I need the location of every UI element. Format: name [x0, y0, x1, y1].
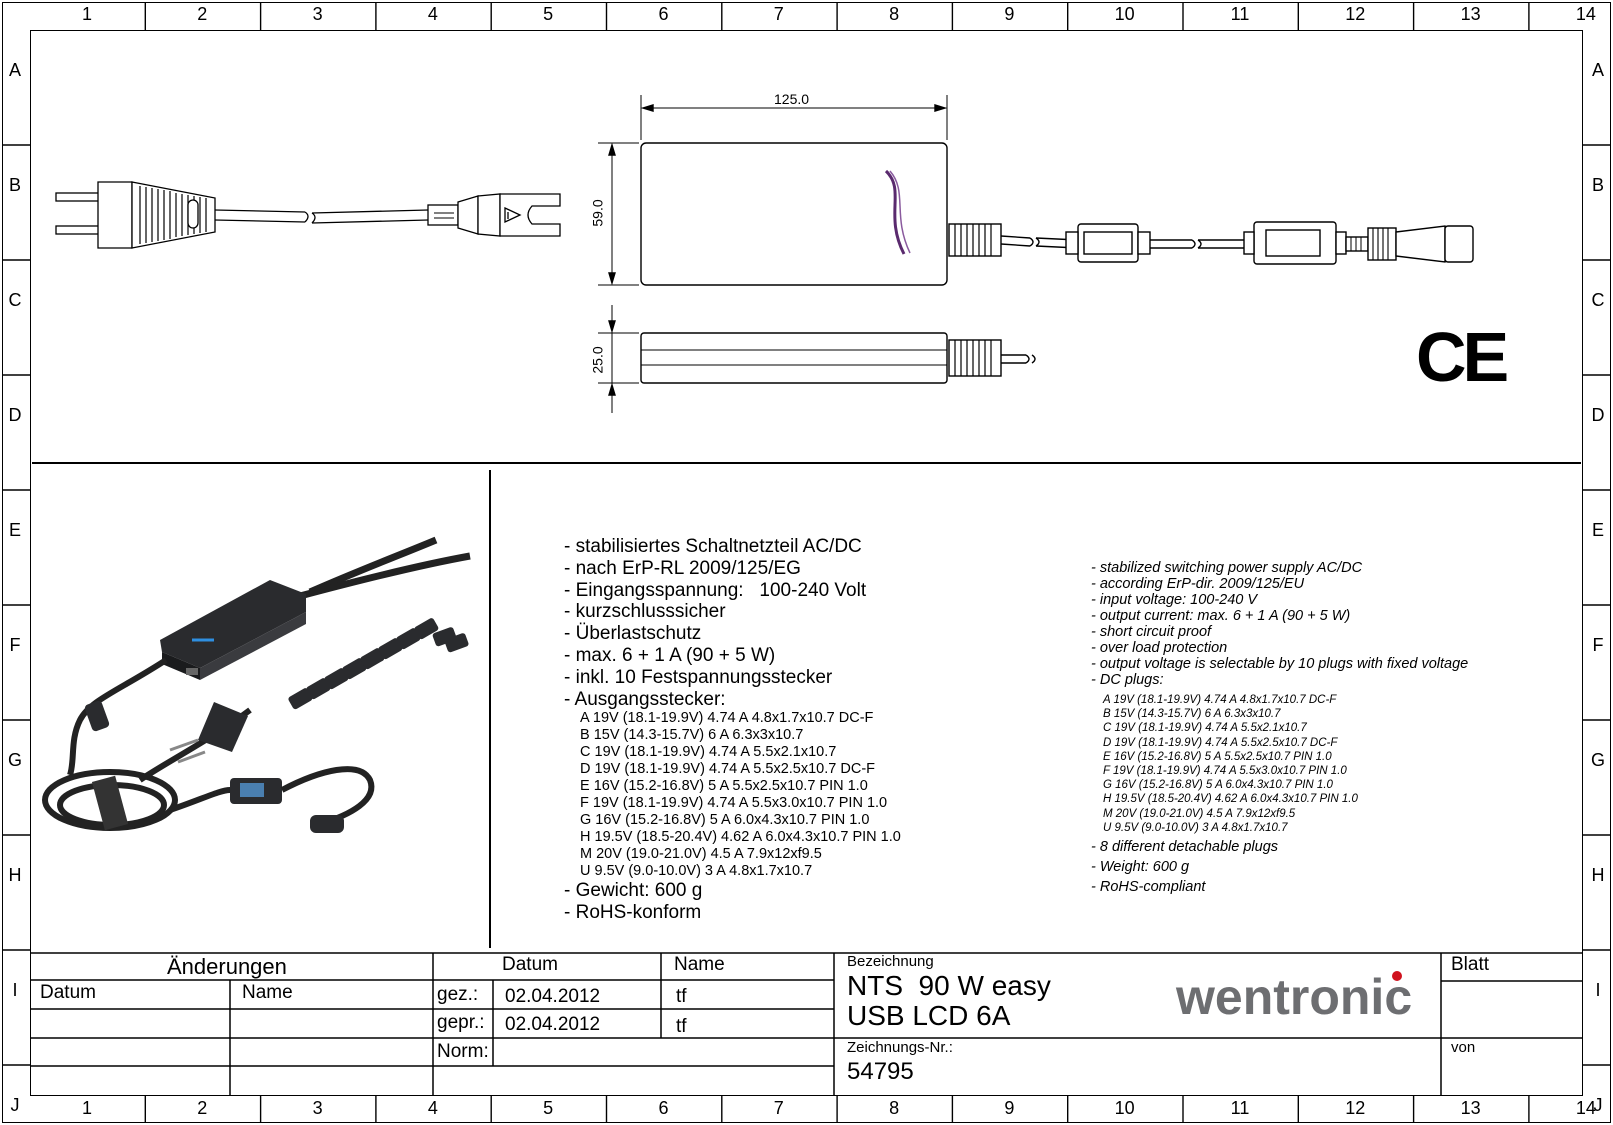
of-label: von: [1451, 1039, 1476, 1056]
grid-column-label: 12: [1345, 1098, 1366, 1118]
grid-row-label: A: [8, 60, 21, 80]
grid-row-label: F: [1592, 635, 1604, 655]
changes-col-date: Datum: [40, 982, 96, 1003]
grid-column-label: 14: [1575, 4, 1596, 24]
designation-line2: USB LCD 6A: [847, 1000, 1011, 1031]
spec-en-plug: F 19V (18.1-19.9V) 4.74 A 5.5x3.0x10.7 PIN 1.0: [1103, 765, 1347, 778]
drawing-number: 54795: [847, 1058, 914, 1085]
grid-column-label: 5: [543, 1098, 554, 1118]
spec-en-line: - DC plugs:: [1091, 672, 1164, 688]
spec-de-plug: M 20V (19.0-21.0V) 4.5 A 7.9x12xf9.5: [580, 846, 822, 863]
grid-column-label: 4: [427, 1098, 438, 1118]
grid-column-label: 10: [1114, 4, 1135, 24]
grid-column-label: 12: [1345, 4, 1366, 24]
grid-column-label: 7: [773, 4, 784, 24]
spec-en-line: - Weight: 600 g: [1091, 859, 1190, 876]
spec-de-plug: E 16V (15.2-16.8V) 5 A 5.5x2.5x10.7 PIN 1.0: [580, 778, 868, 795]
grid-column-label: 8: [889, 4, 900, 24]
spec-en-line: - over load protection: [1091, 640, 1228, 656]
spec-en-plug: H 19.5V (18.5-20.4V) 4.62 A 6.0x4.3x10.7 PIN 1.0: [1103, 793, 1358, 806]
spec-en-line: - short circuit proof: [1091, 624, 1212, 640]
spec-en-plug: C 19V (18.1-19.9V) 4.74 A 5.5x2.1x10.7: [1103, 722, 1307, 735]
drawn-label: gez.:: [437, 984, 479, 1005]
spec-english: [1091, 560, 1468, 895]
grid-column-label: 2: [197, 4, 208, 24]
spec-de-line: - Ausgangsstecker:: [564, 688, 726, 710]
spec-de-line: - kurzschlusssicher: [564, 601, 726, 623]
spec-de-plug: H 19.5V (18.5-20.4V) 4.62 A 6.0x4.3x10.7 PIN 1.0: [580, 829, 901, 846]
grid-row-label: D: [1591, 405, 1605, 425]
grid-row-label: I: [12, 980, 18, 1000]
grid-row-label: F: [9, 635, 21, 655]
spec-en-plug: A 19V (18.1-19.9V) 4.74 A 4.8x1.7x10.7 DC-F: [1103, 694, 1337, 706]
adapter-top-view: [598, 95, 1473, 285]
grid-column-label: 11: [1230, 4, 1250, 24]
grid-row-label: B: [8, 175, 21, 195]
grid-column-label: 13: [1460, 1098, 1481, 1118]
grid-column-label: 2: [197, 1098, 208, 1118]
spec-de-line: - nach ErP-RL 2009/125/EG: [564, 557, 801, 579]
spec-de-plug: F 19V (18.1-19.9V) 4.74 A 5.5x3.0x10.7 PIN 1.0: [580, 795, 888, 812]
grid-row-label: C: [8, 290, 22, 310]
checked-name: tf: [676, 1016, 687, 1037]
checked-date: 02.04.2012: [505, 1014, 601, 1035]
company-logo: wentronic: [1176, 969, 1413, 1025]
grid-row-label: G: [7, 750, 22, 770]
grid-row-label: J: [10, 1095, 20, 1115]
grid-column-label: 10: [1114, 1098, 1135, 1118]
spec-de-plug: G 16V (15.2-16.8V) 5 A 6.0x4.3x10.7 PIN 1.0: [580, 812, 870, 829]
drawing-no-label: Zeichnungs-Nr.:: [847, 1039, 953, 1056]
spec-en-line: - according ErP-dir. 2009/125/EU: [1091, 576, 1305, 592]
changes-col-name: Name: [242, 982, 293, 1003]
spec-de-line: - Überlastschutz: [564, 623, 702, 645]
spec-de-line: - stabilisiertes Schaltnetzteil AC/DC: [564, 536, 862, 557]
grid-column-label: 14: [1575, 1098, 1596, 1118]
spec-de-plug: A 19V (18.1-19.9V) 4.74 A 4.8x1.7x10.7 DC-F: [580, 710, 874, 727]
spec-en-plug: B 15V (14.3-15.7V) 6 A 6.3x3x10.7: [1103, 708, 1281, 721]
col-date: Datum: [502, 954, 558, 975]
grid-column-label: 6: [658, 4, 669, 24]
designation-label: Bezeichnung: [847, 953, 934, 970]
sheet-label: Blatt: [1451, 954, 1490, 975]
spec-en-plug: M 20V (19.0-21.0V) 4.5 A 7.9x12xf9.5: [1103, 807, 1296, 820]
spec-de-line: - Eingangsspannung: 100-240 Volt: [564, 579, 867, 601]
grid-column-label: 9: [1004, 1098, 1015, 1118]
spec-de-line: - RoHS-konform: [564, 902, 702, 924]
changes-header: Änderungen: [167, 954, 287, 979]
grid-column-label: 6: [658, 1098, 669, 1118]
grid-column-label: 13: [1460, 4, 1481, 24]
drawn-date: 02.04.2012: [505, 986, 601, 1007]
spec-en-plug: G 16V (15.2-16.8V) 5 A 6.0x4.3x10.7 PIN 1.0: [1103, 779, 1333, 792]
grid-column-label: 3: [312, 4, 323, 24]
spec-de-plug: C 19V (18.1-19.9V) 4.74 A 5.5x2.1x10.7: [580, 744, 837, 761]
grid-row-label: A: [1591, 60, 1604, 80]
grid-row-label: I: [1595, 980, 1601, 1000]
checked-label: gepr.:: [437, 1012, 485, 1033]
spec-en-plug: U 9.5V (9.0-10.0V) 3 A 4.8x1.7x10.7: [1103, 821, 1288, 834]
ce-mark: CE: [1416, 318, 1506, 396]
adapter-side-view: [598, 305, 1035, 413]
spec-de-plug: B 15V (14.3-15.7V) 6 A 6.3x3x10.7: [580, 727, 804, 744]
grid-column-label: 9: [1004, 4, 1015, 24]
grid-column-label: 4: [427, 4, 438, 24]
product-photo: [45, 540, 470, 833]
drawn-name: tf: [676, 986, 687, 1007]
grid-row-label: H: [1591, 865, 1605, 885]
grid-column-label: 3: [312, 1098, 323, 1118]
grid-row-label: E: [8, 520, 21, 540]
norm-label: Norm:: [437, 1041, 489, 1062]
spec-de-line: - Gewicht: 600 g: [564, 880, 703, 902]
spec-en-line: - input voltage: 100-240 V: [1091, 592, 1258, 608]
spec-en-plug: E 16V (15.2-16.8V) 5 A 5.5x2.5x10.7 PIN 1.0: [1103, 750, 1332, 763]
spec-en-line: - 8 different detachable plugs: [1091, 839, 1279, 856]
dimension-height: 59.0: [589, 199, 606, 227]
grid-row-label: B: [1591, 175, 1604, 195]
grid-row-label: J: [1593, 1095, 1603, 1115]
grid-row-label: D: [8, 405, 22, 425]
grid-column-label: 5: [543, 4, 554, 24]
spec-en-line: - output voltage is selectable by 10 plugs with fixed voltage: [1091, 656, 1469, 672]
grid-column-label: 8: [889, 1098, 900, 1118]
grid-row-label: G: [1590, 750, 1605, 770]
spec-de-line: - max. 6 + 1 A (90 + 5 W): [564, 644, 776, 666]
grid-row-label: H: [8, 865, 22, 885]
dimension-width: 125.0: [774, 91, 810, 107]
grid-column-label: 7: [773, 1098, 784, 1118]
spec-de-plug: U 9.5V (9.0-10.0V) 3 A 4.8x1.7x10.7: [580, 863, 813, 880]
grid-row-label: C: [1591, 290, 1605, 310]
spec-de-plug: D 19V (18.1-19.9V) 4.74 A 5.5x2.5x10.7 DC-F: [580, 761, 875, 778]
spec-en-plug: D 19V (18.1-19.9V) 4.74 A 5.5x2.5x10.7 DC-F: [1103, 736, 1338, 749]
dimension-depth: 25.0: [589, 346, 606, 374]
spec-de-line: - inkl. 10 Festspannungsstecker: [564, 666, 833, 688]
grid-row-label: E: [1591, 520, 1604, 540]
designation-line1: NTS 90 W easy: [847, 970, 1051, 1001]
eu-plug-drawing: [56, 182, 560, 248]
spec-en-line: - output current: max. 6 + 1 A (90 + 5 W): [1091, 608, 1351, 624]
spec-german: [564, 536, 901, 924]
grid-column-label: 1: [81, 4, 92, 24]
spec-en-line: - RoHS-compliant: [1091, 879, 1206, 896]
col-name: Name: [674, 954, 725, 975]
spec-en-line: - stabilized switching power supply AC/DC: [1091, 560, 1363, 576]
grid-column-label: 1: [81, 1098, 92, 1118]
grid-column-label: 11: [1230, 1098, 1250, 1118]
